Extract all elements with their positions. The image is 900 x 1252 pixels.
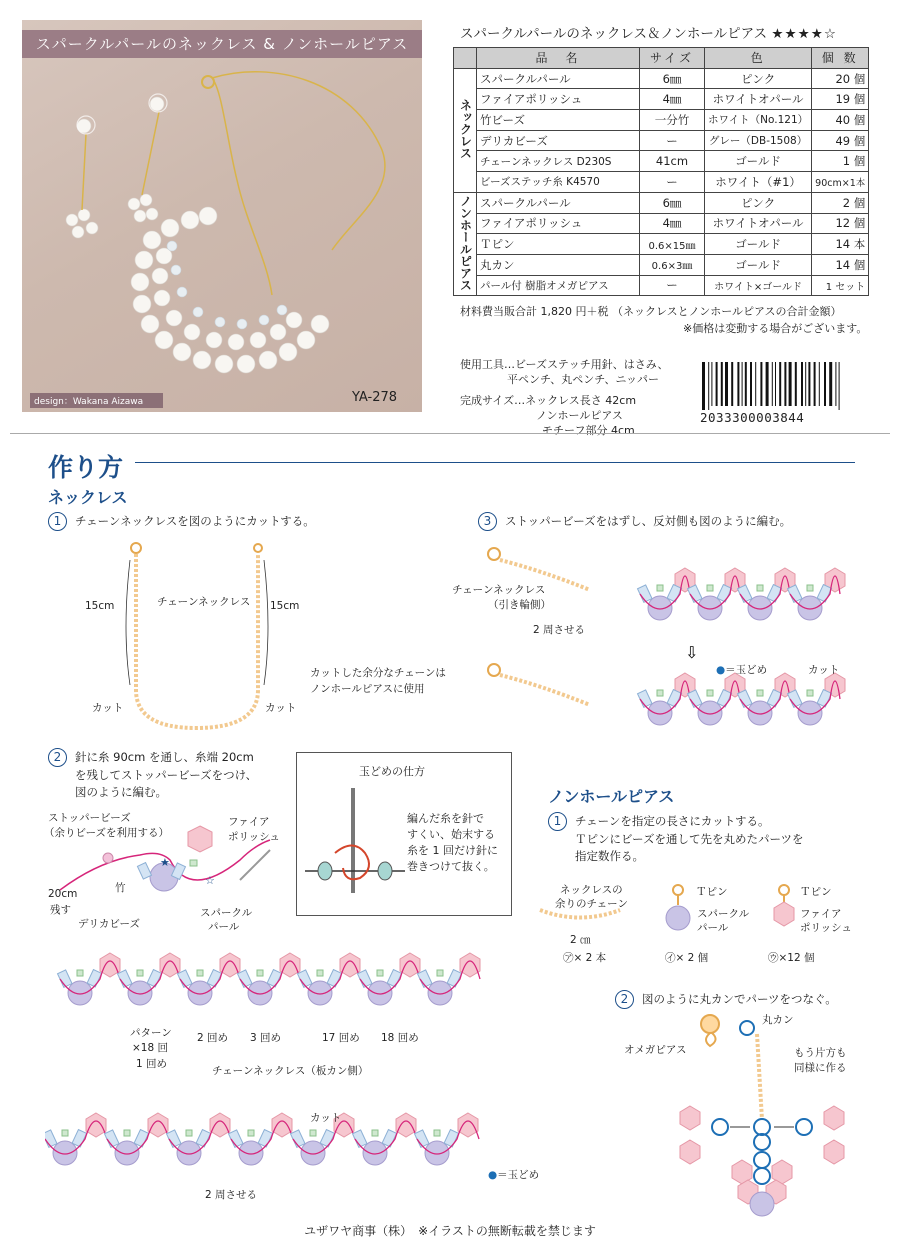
len-left: 15cm (85, 600, 115, 612)
cell-name: スパークルパール (477, 192, 640, 213)
cell-color: ゴールド (705, 151, 812, 172)
cell-name: Ｔピン (477, 234, 640, 255)
finish-line2: ノンホールピアス (536, 409, 623, 422)
remain-label2: 残す (50, 904, 71, 916)
earring-step1 (548, 812, 804, 865)
product-code: YA-278 (352, 390, 398, 405)
cell-qty: 12 個 (812, 213, 869, 234)
step3-diagram (480, 540, 850, 750)
e-omega-label: オメガピアス (624, 1044, 687, 1056)
cell-size: 6㎜ (640, 68, 705, 89)
product-photo (22, 20, 422, 412)
cell-name: ファイアポリッシュ (477, 213, 640, 234)
e-qty-a: ㋐× 2 本 (563, 952, 607, 964)
necklace-step3 (478, 512, 791, 531)
cell-qty: 90cm×1本 (812, 172, 869, 193)
cell-qty: 1 セット (812, 275, 869, 296)
barcode-number: 2033300003844 (700, 410, 805, 425)
round-2: 2 回め (197, 1032, 229, 1044)
howto-heading: 作り方 (48, 453, 124, 482)
cell-color: ホワイト×ゴールド (705, 275, 812, 296)
tools-line2: 平ペンチ、丸ペンチ、ニッパー (507, 373, 660, 386)
cell-size: ー (640, 130, 705, 151)
bamboo-label: 竹 (115, 882, 126, 894)
knot-illustration (305, 783, 405, 908)
necklace-heading: ネックレス (48, 488, 128, 507)
knot-dot-icon: ● (488, 1169, 498, 1181)
step3-knot-legend (716, 662, 767, 677)
difficulty-stars: ★★★★☆ (771, 26, 837, 42)
chain-plate-label: チェーンネックレス（板カン側） (212, 1065, 369, 1077)
e-sparkle1: スパークル (697, 908, 750, 920)
table-row (454, 213, 869, 234)
pattern-label1: パターン (130, 1027, 172, 1039)
step3-cut: カット (808, 664, 840, 676)
tools-line1: 使用工具…ビーズステッチ用針、はさみ、 (460, 358, 669, 371)
cut-label: カット (310, 1112, 342, 1124)
stopper-label2: （余りビーズを利用する） (44, 827, 170, 839)
stopper-label1: ストッパービーズ (48, 812, 131, 824)
round-18: 18 回め (381, 1032, 419, 1044)
cell-name: 丸カン (477, 254, 640, 275)
cell-color: ホワイトオパール (705, 89, 812, 110)
finish-size (460, 393, 636, 438)
product-title-text: スパークルパールのネックレス＆ノンホールピアス (460, 26, 768, 42)
tools-info (460, 357, 668, 387)
cell-qty: 49 個 (812, 130, 869, 151)
cell-size: 0.6×15㎜ (640, 234, 705, 255)
table-row (454, 151, 869, 172)
price-note: ※価格は変動する場合がございます。 (683, 322, 868, 335)
cell-size: 一分竹 (640, 110, 705, 131)
cut-right-label: カット (265, 702, 297, 714)
e-fire2: ポリッシュ (800, 922, 852, 934)
fire-label1: ファイア (228, 816, 270, 828)
footer: ユザワヤ商事（株） ※イラストの無断転載を禁じます (304, 1224, 596, 1238)
cell-name: ファイアポリッシュ (477, 89, 640, 110)
step2-line1: 針に糸 90cm を通し、糸端 20cm (75, 750, 254, 764)
table-row (454, 110, 869, 131)
step3-chain1: チェーンネックレス (452, 584, 546, 596)
table-row (454, 254, 869, 275)
chain-label: チェーンネックレス (157, 596, 251, 608)
necklace-step1 (48, 512, 315, 531)
cell-name: チェーンネックレス D230S (477, 151, 640, 172)
cell-name: ビーズステッチ糸 K4570 (477, 172, 640, 193)
e-tpin-b: Ｔピン (800, 886, 832, 898)
table-row (454, 130, 869, 151)
step-number: 2 (48, 748, 67, 767)
photo-title: スパークルパールのネックレス & ノンホールピアス (22, 30, 422, 58)
round-17: 17 回め (322, 1032, 360, 1044)
cell-color: ホワイトオパール (705, 213, 812, 234)
group-label-text: ネックレス (458, 98, 473, 159)
knot-line3: 糸を 1 回だけ針に (407, 844, 498, 857)
svg-text:⇩: ⇩ (685, 643, 699, 662)
table-row (454, 68, 869, 89)
table-header-name: 品 名 (477, 48, 640, 69)
pattern-label2: ×18 回 (132, 1042, 168, 1054)
cell-qty: 20 個 (812, 68, 869, 89)
e-step1-line1: チェーンを指定の長さにカットする。 (575, 814, 770, 828)
materials-table (453, 47, 869, 296)
knot-title: 玉どめの仕方 (359, 765, 425, 778)
cell-qty: 14 本 (812, 234, 869, 255)
table-header-color: 色 (705, 48, 812, 69)
finish-diagram (45, 1080, 585, 1200)
sparkle-label2: パール (208, 921, 240, 933)
cell-color: ピンク (705, 68, 812, 89)
knot-legend (488, 1167, 539, 1182)
e-other2: 同様に作る (794, 1062, 847, 1074)
cell-size: 0.6×3㎜ (640, 254, 705, 275)
cell-color: ホワイト（No.121） (705, 110, 812, 131)
cell-size: 4㎜ (640, 89, 705, 110)
sparkle-label1: スパークル (200, 907, 253, 919)
table-row (454, 275, 869, 296)
step3-text: ストッパービーズをはずし、反対側も図のように編む。 (505, 514, 792, 528)
table-header-blank (454, 48, 477, 69)
e-chain2: 余りのチェーン (555, 898, 628, 910)
table-header-row (454, 48, 869, 69)
leftover-line1: カットした余分なチェーンは (310, 667, 446, 679)
knot-dot-icon: ● (716, 664, 726, 676)
e-len: 2 ㎝ (570, 934, 591, 946)
cell-qty: 40 個 (812, 110, 869, 131)
cell-color: ホワイト（#1） (705, 172, 812, 193)
step-number: 3 (478, 512, 497, 531)
product-title (460, 22, 837, 42)
cell-size: 4㎜ (640, 213, 705, 234)
howto-rule (135, 462, 855, 463)
twice-label: 2 周させる (205, 1189, 258, 1201)
cell-color: ピンク (705, 192, 812, 213)
group-label-necklace (454, 68, 477, 192)
knot-legend-text: ＝玉どめ (497, 1169, 540, 1181)
table-row (454, 234, 869, 255)
total-price: 材料費当販合計 1,820 円＋税 （ネックレスとノンホールピアスの合計金額） (460, 305, 842, 318)
knot-method-box (296, 752, 512, 916)
cell-color: ゴールド (705, 234, 812, 255)
step1-text: チェーンネックレスを図のようにカットする。 (75, 514, 315, 528)
e-step1-line2: Ｔピンにビーズを通して先を丸めたパーツを (575, 832, 804, 846)
table-row (454, 192, 869, 213)
cell-name: デリカビーズ (477, 130, 640, 151)
step2-line2: を残してストッパービーズをつけ、 (75, 768, 258, 782)
finish-line3: モチーフ部分 4cm (542, 424, 635, 437)
svg-text:★: ★ (160, 856, 170, 869)
group-label-earring (454, 192, 477, 295)
pattern-repeat-diagram (45, 935, 485, 1025)
svg-text:☆: ☆ (205, 874, 215, 887)
e-step2-text: 図のように丸カンでパーツをつなぐ。 (642, 992, 837, 1006)
cell-qty: 1 個 (812, 151, 869, 172)
cell-size: ー (640, 275, 705, 296)
e-ring-label: 丸カン (762, 1014, 794, 1026)
remain-label1: 20cm (48, 888, 78, 900)
finish-line1: 完成サイズ…ネックレス長さ 42cm (460, 394, 637, 407)
step3-chain2: （引き輪側） (488, 599, 551, 611)
table-header-qty: 個 数 (812, 48, 869, 69)
cell-name: スパークルパール (477, 68, 640, 89)
knot-line4: 巻きつけて抜く。 (407, 860, 495, 873)
cell-size: 6㎜ (640, 192, 705, 213)
cell-qty: 2 個 (812, 192, 869, 213)
cell-color: ゴールド (705, 254, 812, 275)
pattern-label3: 1 回め (136, 1058, 168, 1070)
step3-twice: 2 周させる (533, 624, 586, 636)
e-other1: もう片方も (794, 1047, 847, 1059)
len-right: 15cm (270, 600, 300, 612)
e-qty-i: ㋑× 2 個 (665, 952, 709, 964)
leftover-line2: ノンホールピアスに使用 (310, 683, 425, 695)
e-step1-line3: 指定数作る。 (575, 849, 644, 863)
earring-heading: ノンホールピアス (548, 787, 675, 806)
step-number: 1 (48, 512, 67, 531)
cell-qty: 14 個 (812, 254, 869, 275)
e-qty-u: ㋒×12 個 (768, 952, 815, 964)
table-header-size: サイズ (640, 48, 705, 69)
cell-size: ー (640, 172, 705, 193)
e-chain1: ネックレスの (560, 884, 623, 896)
design-credit: design：Wakana Aizawa (30, 393, 163, 408)
knot-line2: すくい、始末する (407, 828, 495, 841)
cut-left-label: カット (92, 702, 124, 714)
cell-color: グレー（DB-1508） (705, 130, 812, 151)
necklace-photo-illustration (22, 20, 422, 412)
step-number: 1 (548, 812, 567, 831)
step2-line3: 図のように編む。 (75, 785, 167, 799)
cell-size: 41cm (640, 151, 705, 172)
cell-qty: 19 個 (812, 89, 869, 110)
knot-text (407, 811, 498, 875)
table-row (454, 89, 869, 110)
e-sparkle2: パール (697, 922, 729, 934)
delica-label: デリカビーズ (78, 918, 140, 930)
necklace-step2 (48, 748, 257, 801)
cell-name: パール付 樹脂オメガピアス (477, 275, 640, 296)
knot-line1: 編んだ糸を針で (407, 812, 484, 825)
step-number: 2 (615, 990, 634, 1009)
earring-step2 (615, 990, 837, 1009)
e-fire1: ファイア (800, 908, 842, 920)
fire-label2: ポリッシュ (228, 831, 280, 843)
step3-knot-text: ＝玉どめ (725, 664, 768, 676)
cell-name: 竹ビーズ (477, 110, 640, 131)
table-row (454, 172, 869, 193)
round-3: 3 回め (250, 1032, 282, 1044)
group-label-text: ノンホールピアス (458, 194, 473, 291)
section-divider (10, 433, 890, 434)
e-tpin-a: Ｔピン (696, 886, 728, 898)
